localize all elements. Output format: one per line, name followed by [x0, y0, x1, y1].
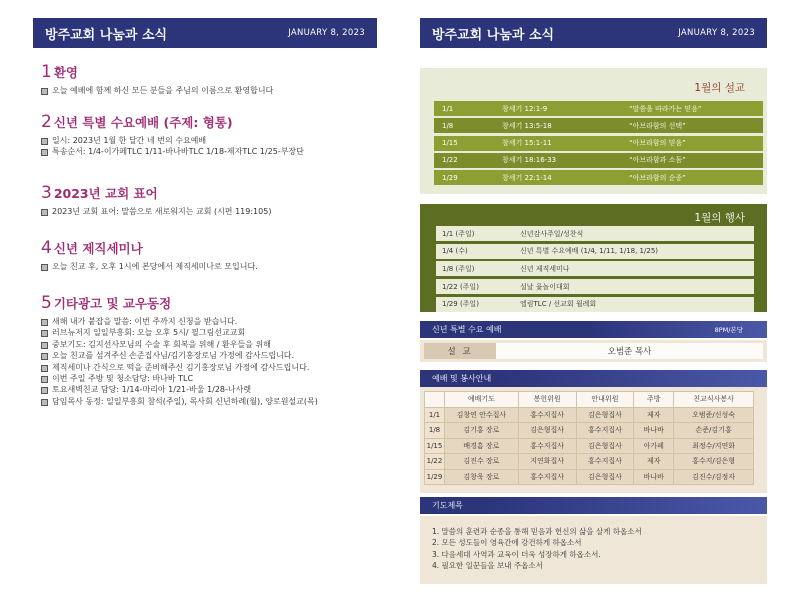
table-row: 1/1 김창연 안수집사 홍수지집사 김은형집사 제자 오범준/신성숙	[425, 407, 754, 423]
event-row: 1/29 (주일) 엘림TLC / 선교회 월례회	[436, 297, 754, 312]
prayer-title: 기도제목	[432, 501, 463, 510]
prayer-list	[420, 516, 767, 584]
event-row: 1/4 (수) 신년 특별 수요예배 (1/4, 1/11, 1/18, 1/25)	[436, 244, 754, 259]
list-item: 중보기도: 김지선사모님의 수술 후 회복을 위해 / 환우들을 위해	[41, 339, 381, 350]
events-title: 1월의 행사	[694, 212, 745, 224]
event-row: 1/22 (주일) 설날 윷놀이대회	[436, 279, 754, 294]
prayer-item: 1. 말씀의 훈련과 순종을 통해 믿음과 헌신의 삶을 살게 하옵소서	[432, 527, 642, 536]
list-item: 제직세미나 간식으로 떡을 준비해주신 김기홍장로님 가정에 감사드립니다.	[41, 362, 381, 373]
event-row: 1/8 (주일) 신년 제직세미나	[436, 261, 754, 276]
sermon-row: 1/22 창세기 18:16-33 “아브라함과 소돔”	[434, 153, 763, 168]
section-title: 신년 제직세미나	[53, 241, 143, 256]
prayer-item: 2. 모든 성도들이 영육간에 강건하게 하옵소서	[432, 538, 582, 548]
section-wednesday-service	[41, 112, 381, 158]
list-item: 담임목사 동정: 일일부흥회 참석(주일), 목사회 신년하례(월), 양로원설교(목)	[41, 396, 381, 407]
list-item: 오늘 예배에 함께 하신 모든 분들을 주님의 이름으로 환영합니다	[41, 85, 381, 96]
section-heading	[41, 183, 381, 203]
left-header	[33, 18, 377, 48]
section-title: 환영	[53, 65, 78, 80]
section-title: 신년 특별 수요예배 (주제: 형통)	[53, 115, 233, 130]
section-seminar	[41, 238, 381, 272]
sermon-title: 1월의 설교	[694, 82, 745, 94]
section-number: 5	[41, 293, 52, 313]
section-heading	[41, 112, 381, 132]
preacher-name: 오범준 목사	[496, 343, 763, 359]
table-row: 1/8 김기홍 장로 김은형집사 홍수지집사 바나바 손준/김기홍	[425, 423, 754, 439]
section-title: 기타광고 및 교우동정	[53, 296, 172, 311]
service-bar	[420, 370, 767, 387]
section-number: 4	[41, 238, 52, 258]
prayer-item: 4. 필요한 일꾼들을 보내 주옵소서	[432, 560, 543, 570]
section-motto	[41, 183, 381, 217]
section-announcements	[41, 293, 381, 407]
list-item: 오늘 친교를 섬겨주신 손준집사님/김기홍장로님 가정에 감사드립니다.	[41, 350, 381, 361]
table-row: 1/29 김창욱 장로 홍수지집사 김은형집사 바나바 김진수/김정자	[425, 469, 754, 485]
left-header-date: JANUARY 8, 2023	[288, 28, 365, 38]
section-title: 2023년 교회 표어	[53, 186, 158, 201]
right-header-title: 방주교회 나눔과 소식	[432, 27, 555, 43]
sermon-row: 1/15 창세기 15:1-11 “아브라함의 믿음”	[434, 136, 763, 151]
sermon-row: 1/8 창세기 13:5-18 “아브라함의 선택”	[434, 118, 763, 133]
section-welcome	[41, 62, 381, 96]
events-schedule	[420, 204, 767, 312]
list-item: 오늘 친교 후, 오후 1시에 본당에서 제직세미나로 모입니다.	[41, 261, 381, 272]
preacher-row	[420, 340, 767, 362]
list-item: 토요새벽친교 담당: 1/14-마리아 1/21-바울 1/28-나사렛	[41, 384, 381, 395]
table-header-row: 예배기도 봉헌위원 안내위원 주방 친교식사봉사	[425, 392, 754, 408]
left-header-title: 방주교회 나눔과 소식	[45, 27, 168, 43]
list-item: 특송순서: 1/4-이가페TLC 1/11-바나바TLC 1/18-제자TLC 1/25-부장단	[41, 146, 381, 157]
section-heading	[41, 293, 381, 313]
preacher-label: 설 교	[424, 343, 496, 359]
service-table-wrap	[420, 387, 767, 493]
event-row: 1/1 (주일) 신년감사주일/성찬식	[436, 226, 754, 241]
right-header-date: JANUARY 8, 2023	[678, 28, 755, 38]
list-item: 일시: 2023년 1월 한 달간 네 번의 수요예배	[41, 135, 381, 146]
wednesday-title: 신년 특별 수요 예배	[432, 325, 502, 334]
list-item: 새해 내가 붙잡을 말씀: 이번 주까지 신청을 받습니다.	[41, 316, 381, 327]
prayer-item: 3. 다음세대 사역과 교육이 더욱 성장하게 하옵소서.	[432, 549, 601, 559]
section-heading	[41, 238, 381, 258]
list-item: 2023년 교회 표어: 말씀으로 새로워지는 교회 (시편 119:105)	[41, 206, 381, 217]
table-row: 1/22 김진수 장로 지연화집사 홍수지집사 제자 홍수지/김은형	[425, 454, 754, 470]
prayer-bar	[420, 497, 767, 514]
service-title: 예배 및 봉사안내	[432, 374, 492, 383]
wednesday-service-bar	[420, 321, 767, 338]
section-number: 3	[41, 183, 52, 203]
section-number: 2	[41, 112, 52, 132]
table-row: 1/15 배경흠 장로 홍수지집사 김은형집사 아가페 최정수/지연화	[425, 438, 754, 454]
right-header	[420, 18, 767, 48]
sermon-row: 1/29 창세기 22:1-14 “아브라함의 순종”	[434, 170, 763, 185]
list-item: 이번 주일 주방 및 청소담당: 바나바 TLC	[41, 373, 381, 384]
section-number: 1	[41, 62, 52, 82]
service-table	[424, 391, 754, 485]
sermon-row: 1/1 창세기 12:1-9 “말씀을 따라가는 믿음”	[434, 101, 763, 116]
wednesday-time: 8PM/본당	[714, 326, 743, 334]
list-item: 러브뉴저지 일일부흥회: 오늘 오후 5시/ 필그림선교교회	[41, 327, 381, 338]
sermon-schedule	[420, 68, 767, 194]
section-heading	[41, 62, 381, 82]
